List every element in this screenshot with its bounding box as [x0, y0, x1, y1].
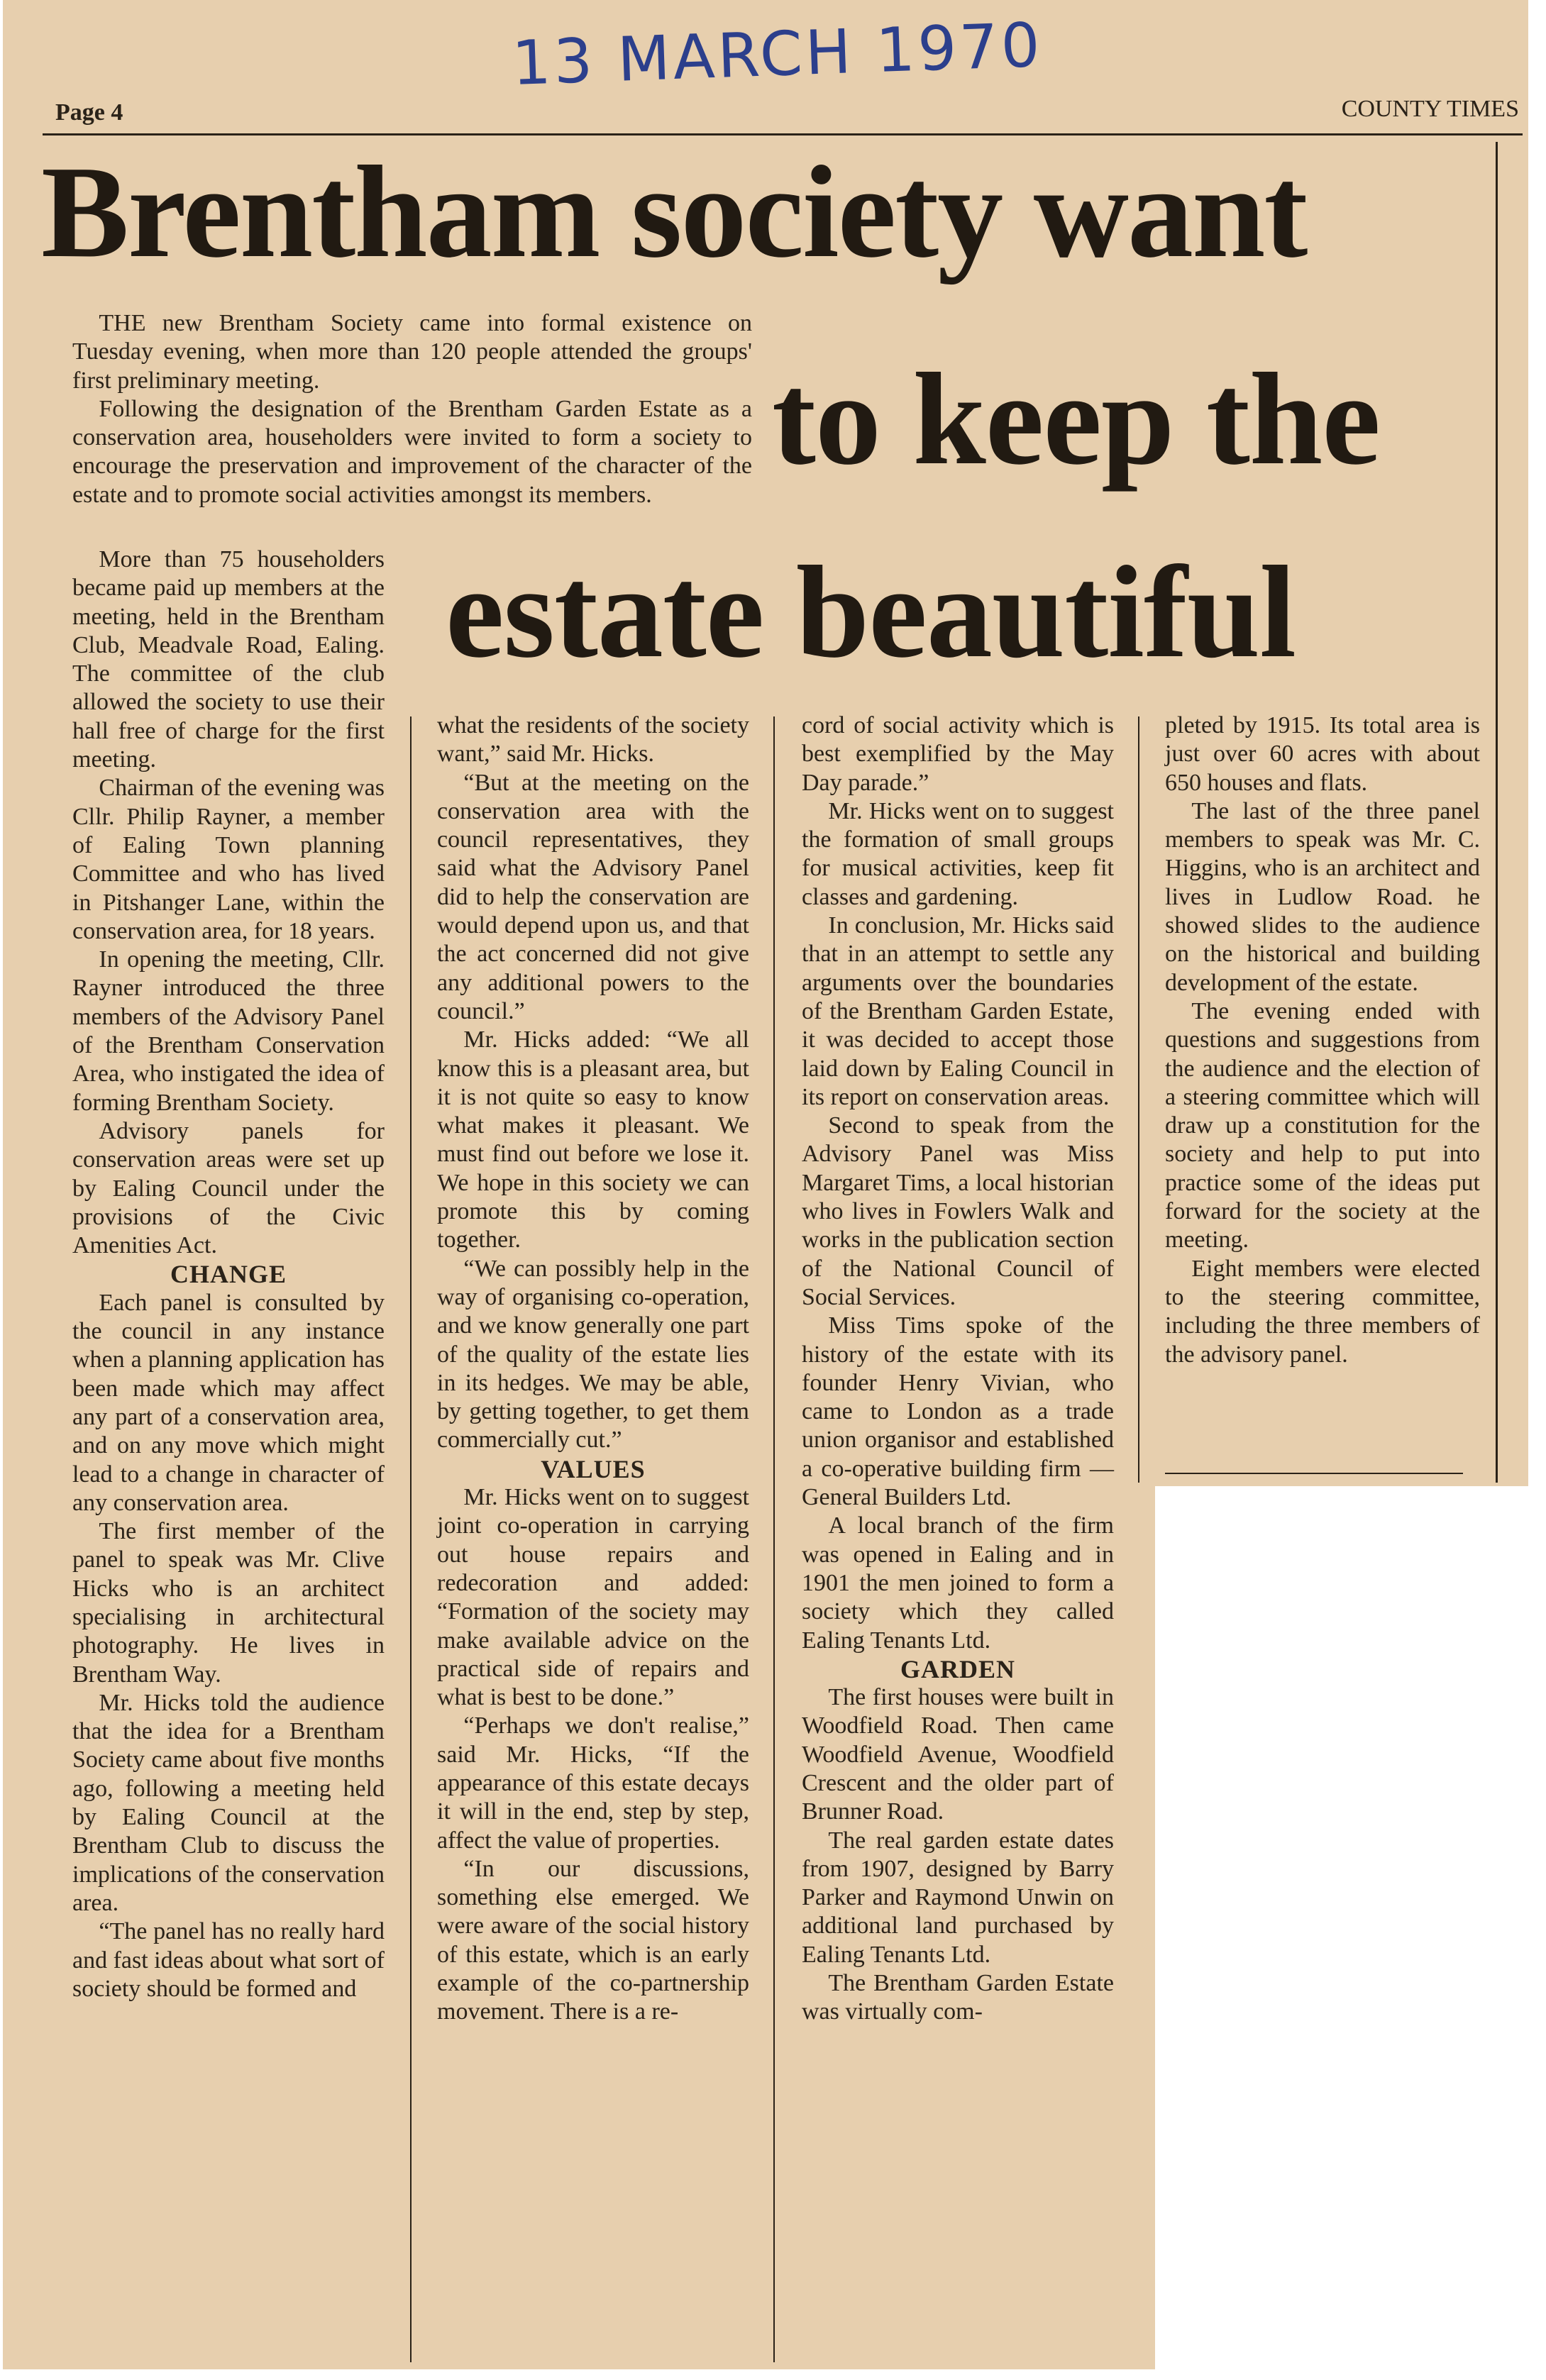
right-border-rule — [1496, 142, 1498, 1483]
column-rule-1 — [410, 716, 412, 2362]
paragraph: “Perhaps we don't realise,” said Mr. Hicks, “If the appearance of this estate decays it will in the end, step by step, affect the value of properties. — [437, 1712, 749, 1854]
lead-paragraph: Following the designation of the Brentham Garden Estate as a conservation area, householders were invited to form a society to encourage the preservation and improvement of the character of the estate and to promote social activities amongst its members. — [72, 395, 752, 508]
headline-line-3: estate beautiful — [446, 539, 1296, 685]
article-column-2 — [437, 712, 749, 2027]
paragraph: Chairman of the evening was Cllr. Philip Rayner, a member of Ealing Town planning Committee and who has lived in Pitshanger Lane, within the conservation area, for 18 years. — [72, 775, 385, 944]
column-rule-3 — [1138, 716, 1139, 1483]
paragraph: The last of the three panel members to speak was Mr. C. Higgins, who is an architect and lives in Ludlow Road. he showed slides to the audience on the historical and building development of the estate. — [1165, 797, 1480, 996]
paragraph: Mr. Hicks went on to suggest the formation of small groups for musical activities, keep fit classes and gardening. — [802, 797, 1114, 910]
clipping-cut-corner — [1155, 1486, 1546, 2380]
paragraph: Each panel is consulted by the council in any instance when a planning application has been made which may affect any part of a conservation area, and on any move which might lead to a change in character of any conservation area. — [72, 1289, 385, 1516]
subheading-garden: GARDEN — [900, 1654, 1015, 1683]
paragraph: The first member of the panel to speak was Mr. Clive Hicks who is an architect specialising in architectural photography. He lives in Brentham Way. — [72, 1518, 385, 1688]
headline-line-1: Brentham society want — [41, 139, 1307, 285]
paragraph: Mr. Hicks added: “We all know this is a pleasant area, but it is not quite so easy to know what makes it pleasant. We must find out before we lose it. We hope in this society we can promote this by coming together. — [437, 1026, 749, 1253]
subheading-change: CHANGE — [170, 1260, 287, 1289]
paragraph: Advisory panels for conservation areas were set up by Ealing Council under the provisions of the Civic Amenities Act. — [72, 1117, 385, 1259]
article-column-4 — [1165, 712, 1480, 1369]
paragraph: The Brentham Garden Estate was virtually com- — [802, 1970, 1114, 2025]
paragraph: In opening the meeting, Cllr. Rayner introduced the three members of the Advisory Panel of the Brentham Conservation Area, who instigated the idea of forming Brentham Society. — [72, 946, 385, 1116]
paragraph: The real garden estate dates from 1907, designed by Barry Parker and Raymond Unwin on additional land purchased by Ealing Tenants Ltd. — [802, 1827, 1114, 1968]
article-column-1 — [72, 546, 385, 2003]
paragraph: what the residents of the society want,” said Mr. Hicks. — [437, 712, 749, 768]
paragraph: Second to speak from the Advisory Panel was Miss Margaret Tims, a local historian who lives in Fowlers Walk and works in the publication section of the National Council of Social Services. — [802, 1112, 1114, 1310]
paragraph: “In our discussions, something else emerged. We were aware of the social history of this estate, which is an early example of the co-partnership movement. There is a re- — [437, 1855, 749, 2025]
paragraph: pleted by 1915. Its total area is just over 60 acres with about 650 houses and flats. — [1165, 712, 1480, 796]
paragraph: “The panel has no really hard and fast ideas about what sort of society should be formed and — [72, 1918, 385, 2002]
column-end-rule — [1165, 1473, 1463, 1474]
paragraph: The evening ended with questions and suggestions from the audience and the election of a steering committee which will draw up a constitution for the society and help to put into practice some of the ideas put forward for the society at the meeting. — [1165, 997, 1480, 1253]
masthead-rule — [43, 133, 1523, 135]
paragraph: “But at the meeting on the conservation area with the council representatives, they said what the Advisory Panel did to help the conservation are would depend upon us, and that the act concerned did not give any additional powers to the council.” — [437, 769, 749, 1024]
paragraph: The first houses were built in Woodfield Road. Then came Woodfield Avenue, Woodfield Crescent and the older part of Brunner Road. — [802, 1684, 1114, 1825]
paragraph: A local branch of the firm was opened in Ealing and in 1901 the men joined to form a society which they called Ealing Tenants Ltd. — [802, 1512, 1114, 1654]
newspaper-name: COUNTY TIMES — [1341, 96, 1519, 122]
headline-line-2: to keep the — [772, 346, 1380, 492]
subheading-values: VALUES — [541, 1454, 646, 1483]
paragraph: cord of social activity which is best exemplified by the May Day parade.” — [802, 712, 1114, 796]
paragraph: More than 75 householders became paid up members at the meeting, held in the Brentham Club, Meadvale Road, Ealing. The committee of the club allowed the society to use their hall free of charge for the first meeting. — [72, 546, 385, 773]
paragraph: Mr. Hicks told the audience that the idea for a Brentham Society came about five months ago, following a meeting held by Ealing Council at the Brentham Club to discuss the implications of the conservation area. — [72, 1689, 385, 1916]
page-number: Page 4 — [55, 99, 123, 126]
paragraph: Miss Tims spoke of the history of the estate with its founder Henry Vivian, who came to London as a trade union organisor and established a co-operative building firm — General Builders Ltd. — [802, 1312, 1114, 1511]
handwritten-date: 13 MARCH 1970 — [511, 9, 1044, 99]
paragraph: In conclusion, Mr. Hicks said that in an attempt to settle any arguments over the boundaries of the Brentham Garden Estate, it was decided to accept those laid down by Ealing Council in its report on conservation areas. — [802, 912, 1114, 1110]
lead-paragraph: THE new Brentham Society came into formal existence on Tuesday evening, when more than 120 people attended the groups' first preliminary meeting. — [72, 310, 752, 394]
paragraph: Mr. Hicks went on to suggest joint co-operation in carrying out house repairs and redecoration and added: “Formation of the society may make available advice on the practical side of repairs and what is best to be done.” — [437, 1484, 749, 1711]
paragraph: Eight members were elected to the steering committee, including the three members of the advisory panel. — [1165, 1255, 1480, 1368]
paragraph: “We can possibly help in the way of organising co-operation, and we know generally one part of the quality of the estate lies in its hedges. We may be able, by getting together, to get them commercially cut.” — [437, 1255, 749, 1454]
lead-paragraphs — [72, 309, 752, 509]
column-rule-2 — [773, 716, 775, 2362]
article-column-3 — [802, 712, 1114, 2027]
